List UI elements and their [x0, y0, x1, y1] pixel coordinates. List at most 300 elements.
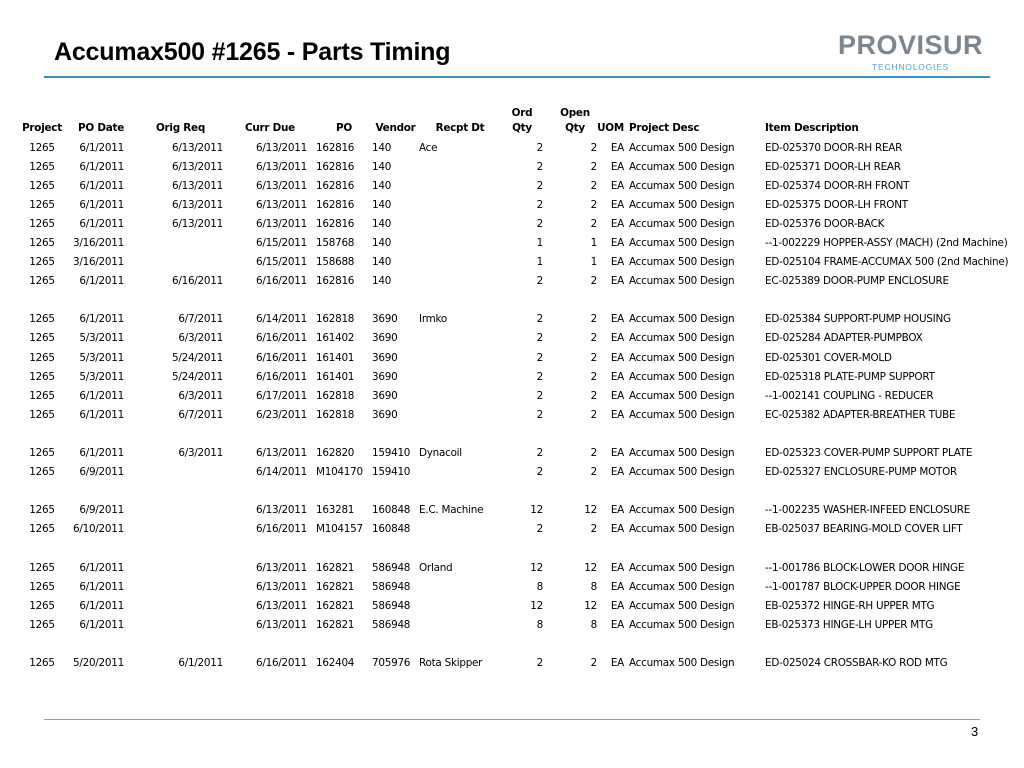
cell-po: 162816	[316, 275, 355, 288]
cell-item-description: ED-025375 DOOR-LH FRONT	[765, 198, 908, 211]
header-open-qty	[543, 106, 597, 138]
cell-curr-due: 6/13/2011	[255, 618, 307, 631]
cell-ord-qty: 2	[536, 351, 543, 364]
spacer-cell	[18, 634, 1008, 653]
cell-item-description: ED-025024 CROSSBAR-KO ROD MTG	[765, 657, 948, 670]
table-row	[18, 405, 1008, 424]
cell-po-date: 6/1/2011	[79, 141, 124, 154]
cell-po-date: 6/1/2011	[79, 561, 124, 574]
cell-orig-req: 6/3/2011	[178, 447, 223, 460]
cell-open-qty: 2	[590, 198, 597, 211]
cell-po: 158688	[316, 256, 355, 269]
cell-project-desc: Accumax 500 Design	[629, 313, 735, 326]
table-row	[18, 272, 1008, 291]
table-row	[18, 615, 1008, 634]
cell-project-desc: Accumax 500 Design	[629, 580, 735, 593]
table-row	[18, 596, 1008, 615]
cell-item-description: EC-025382 ADAPTER-BREATHER TUBE	[765, 408, 956, 421]
table-row	[18, 348, 1008, 367]
cell-po-date: 6/1/2011	[79, 217, 124, 230]
cell-project-desc: Accumax 500 Design	[629, 237, 735, 250]
cell-project: 1265	[29, 618, 55, 631]
cell-curr-due: 6/13/2011	[255, 599, 307, 612]
cell-open-qty: 2	[590, 332, 597, 345]
cell-open-qty: 2	[590, 217, 597, 230]
cell-item-description: --1-002235 WASHER-INFEED ENCLOSURE	[765, 504, 971, 517]
cell-open-qty: 12	[584, 599, 597, 612]
cell-item-description: ED-025376 DOOR-BACK	[765, 217, 885, 230]
cell-po: 162821	[316, 618, 355, 631]
cell-item-description: EB-025373 HINGE-LH UPPER MTG	[765, 618, 933, 631]
cell-orig-req	[124, 615, 223, 634]
cell-uom: EA	[610, 332, 624, 345]
cell-item-description: ED-025370 DOOR-RH REAR	[765, 141, 903, 154]
cell-vendor: 140	[372, 256, 392, 269]
cell-item-description: --1-001787 BLOCK-UPPER DOOR HINGE	[765, 580, 961, 593]
table-row	[18, 176, 1008, 195]
group-spacer	[18, 539, 1008, 558]
cell-recpt-dt	[419, 176, 501, 195]
cell-project-desc: Accumax 500 Design	[629, 504, 735, 517]
cell-ord-qty: 2	[536, 332, 543, 345]
header-vendor: Vendor	[375, 122, 416, 134]
cell-orig-req: 6/13/2011	[171, 198, 223, 211]
cell-vendor: 140	[372, 141, 392, 154]
cell-curr-due: 6/13/2011	[255, 179, 307, 192]
cell-item-description: --1-002141 COUPLING - REDUCER	[765, 389, 934, 402]
cell-recpt-dt	[419, 214, 501, 233]
cell-curr-due: 6/15/2011	[255, 237, 307, 250]
cell-open-qty: 1	[590, 237, 597, 250]
cell-ord-qty: 2	[536, 217, 543, 230]
cell-vendor: 160848	[372, 504, 411, 517]
cell-project-desc: Accumax 500 Design	[629, 217, 735, 230]
cell-curr-due: 6/16/2011	[255, 657, 307, 670]
cell-uom: EA	[610, 141, 624, 154]
cell-project: 1265	[29, 523, 55, 536]
header-uom: UOM	[597, 122, 624, 134]
cell-uom: EA	[610, 160, 624, 173]
cell-uom: EA	[610, 504, 624, 517]
table-body	[18, 138, 1008, 673]
cell-vendor: 140	[372, 160, 392, 173]
cell-project-desc: Accumax 500 Design	[629, 447, 735, 460]
cell-po: 161401	[316, 351, 355, 364]
group-spacer	[18, 482, 1008, 501]
cell-recpt-dt: Rota Skipper	[419, 657, 483, 670]
cell-open-qty: 2	[590, 160, 597, 173]
cell-vendor: 140	[372, 275, 392, 288]
cell-vendor: 140	[372, 179, 392, 192]
cell-project: 1265	[29, 313, 55, 326]
table-row	[18, 233, 1008, 252]
table-row	[18, 157, 1008, 176]
cell-uom: EA	[610, 370, 624, 383]
cell-project-desc: Accumax 500 Design	[629, 332, 735, 345]
cell-project-desc: Accumax 500 Design	[629, 466, 735, 479]
cell-item-description: EC-025389 DOOR-PUMP ENCLOSURE	[765, 275, 949, 288]
cell-recpt-dt	[419, 463, 501, 482]
cell-vendor: 160848	[372, 523, 411, 536]
cell-vendor: 3690	[372, 389, 398, 402]
footer-divider	[44, 719, 980, 720]
logo-wordmark: PROVISUR	[838, 30, 984, 60]
cell-recpt-dt: Orland	[419, 561, 453, 574]
table-row	[18, 386, 1008, 405]
cell-project: 1265	[29, 370, 55, 383]
cell-open-qty: 12	[584, 561, 597, 574]
spacer-cell	[18, 482, 1008, 501]
cell-curr-due: 6/14/2011	[255, 313, 307, 326]
page-title: Accumax500 #1265 - Parts Timing	[54, 38, 451, 66]
cell-project: 1265	[29, 217, 55, 230]
cell-recpt-dt	[419, 577, 501, 596]
table-row	[18, 463, 1008, 482]
cell-open-qty: 2	[590, 370, 597, 383]
spacer-cell	[18, 291, 1008, 310]
cell-item-description: ED-025327 ENCLOSURE-PUMP MOTOR	[765, 466, 958, 479]
cell-open-qty: 2	[590, 351, 597, 364]
table-header-row	[18, 106, 1008, 138]
cell-po-date: 6/9/2011	[79, 504, 124, 517]
cell-open-qty: 2	[590, 275, 597, 288]
cell-curr-due: 6/13/2011	[255, 447, 307, 460]
cell-uom: EA	[610, 447, 624, 460]
cell-project-desc: Accumax 500 Design	[629, 198, 735, 211]
cell-po: 162821	[316, 580, 355, 593]
cell-item-description: ED-025284 ADAPTER-PUMPBOX	[765, 332, 923, 345]
cell-po: 162816	[316, 217, 355, 230]
cell-orig-req: 5/24/2011	[171, 351, 223, 364]
cell-po: 162818	[316, 389, 355, 402]
cell-curr-due: 6/13/2011	[255, 141, 307, 154]
cell-vendor: 3690	[372, 370, 398, 383]
cell-project: 1265	[29, 580, 55, 593]
cell-recpt-dt: Dynacoil	[419, 447, 462, 460]
cell-ord-qty: 2	[536, 466, 543, 479]
cell-po-date: 6/10/2011	[72, 523, 124, 536]
cell-item-description: EB-025372 HINGE-RH UPPER MTG	[765, 599, 935, 612]
cell-uom: EA	[610, 466, 624, 479]
cell-po: 162816	[316, 160, 355, 173]
cell-recpt-dt	[419, 405, 501, 424]
cell-ord-qty: 2	[536, 389, 543, 402]
cell-vendor: 140	[372, 198, 392, 211]
cell-item-description: ED-025318 PLATE-PUMP SUPPORT	[765, 370, 935, 383]
cell-open-qty: 8	[590, 618, 597, 631]
cell-po-date: 6/1/2011	[79, 389, 124, 402]
cell-po-date: 5/3/2011	[79, 351, 124, 364]
cell-project-desc: Accumax 500 Design	[629, 256, 735, 269]
cell-open-qty: 2	[590, 141, 597, 154]
cell-project: 1265	[29, 237, 55, 250]
cell-project-desc: Accumax 500 Design	[629, 618, 735, 631]
cell-uom: EA	[610, 237, 624, 250]
cell-project-desc: Accumax 500 Design	[629, 351, 735, 364]
table-row	[18, 558, 1008, 577]
cell-po: 162404	[316, 657, 355, 670]
cell-vendor: 586948	[372, 580, 411, 593]
header-ord-qty	[501, 106, 543, 138]
cell-open-qty: 2	[590, 523, 597, 536]
cell-project-desc: Accumax 500 Design	[629, 160, 735, 173]
table-row	[18, 501, 1008, 520]
cell-po: 162816	[316, 198, 355, 211]
cell-ord-qty: 2	[536, 179, 543, 192]
cell-uom: EA	[610, 256, 624, 269]
cell-vendor: 3690	[372, 313, 398, 326]
cell-vendor: 3690	[372, 408, 398, 421]
cell-vendor: 159410	[372, 466, 411, 479]
cell-recpt-dt	[419, 348, 501, 367]
cell-po: 162820	[316, 447, 355, 460]
cell-uom: EA	[610, 408, 624, 421]
cell-project: 1265	[29, 657, 55, 670]
cell-item-description: ED-025374 DOOR-RH FRONT	[765, 179, 910, 192]
cell-uom: EA	[610, 198, 624, 211]
cell-orig-req	[124, 520, 223, 539]
cell-ord-qty: 2	[536, 408, 543, 421]
cell-project: 1265	[29, 599, 55, 612]
cell-po: 163281	[316, 504, 355, 517]
cell-ord-qty: 1	[536, 237, 543, 250]
cell-ord-qty: 2	[536, 275, 543, 288]
cell-orig-req	[124, 253, 223, 272]
cell-project: 1265	[29, 466, 55, 479]
cell-project: 1265	[29, 561, 55, 574]
cell-item-description: --1-001786 BLOCK-LOWER DOOR HINGE	[765, 561, 965, 574]
cell-recpt-dt: Irmko	[419, 313, 448, 326]
cell-ord-qty: 2	[536, 657, 543, 670]
header-project: Project	[22, 122, 62, 134]
cell-vendor: 705976	[372, 657, 411, 670]
cell-orig-req: 5/24/2011	[171, 370, 223, 383]
cell-vendor: 3690	[372, 351, 398, 364]
cell-open-qty: 2	[590, 313, 597, 326]
cell-orig-req	[124, 233, 223, 252]
cell-ord-qty: 2	[536, 370, 543, 383]
cell-po-date: 6/1/2011	[79, 618, 124, 631]
cell-project-desc: Accumax 500 Design	[629, 599, 735, 612]
cell-orig-req	[124, 463, 223, 482]
cell-po: 162816	[316, 179, 355, 192]
table-row	[18, 214, 1008, 233]
cell-ord-qty: 12	[530, 561, 543, 574]
cell-curr-due: 6/13/2011	[255, 580, 307, 593]
title-divider	[44, 76, 990, 78]
cell-vendor: 140	[372, 217, 392, 230]
cell-uom: EA	[610, 523, 624, 536]
cell-orig-req: 6/3/2011	[178, 332, 223, 345]
cell-orig-req	[124, 577, 223, 596]
cell-open-qty: 2	[590, 447, 597, 460]
cell-curr-due: 6/13/2011	[255, 217, 307, 230]
cell-po: 162818	[316, 408, 355, 421]
table-row	[18, 253, 1008, 272]
cell-recpt-dt	[419, 520, 501, 539]
cell-vendor: 586948	[372, 599, 411, 612]
header-open-line2: Qty	[565, 122, 585, 134]
parts-timing-table	[18, 106, 1008, 673]
cell-ord-qty: 1	[536, 256, 543, 269]
cell-project: 1265	[29, 275, 55, 288]
cell-open-qty: 2	[590, 179, 597, 192]
cell-project: 1265	[29, 389, 55, 402]
cell-project-desc: Accumax 500 Design	[629, 141, 735, 154]
cell-project-desc: Accumax 500 Design	[629, 370, 735, 383]
cell-recpt-dt	[419, 253, 501, 272]
cell-po-date: 6/9/2011	[79, 466, 124, 479]
cell-uom: EA	[610, 179, 624, 192]
cell-orig-req: 6/1/2011	[178, 657, 223, 670]
logo-subtitle: TECHNOLOGIES	[872, 62, 950, 72]
table-row	[18, 310, 1008, 329]
cell-ord-qty: 2	[536, 523, 543, 536]
cell-open-qty: 2	[590, 389, 597, 402]
cell-curr-due: 6/16/2011	[255, 523, 307, 536]
cell-orig-req	[124, 558, 223, 577]
cell-project: 1265	[29, 447, 55, 460]
cell-ord-qty: 2	[536, 141, 543, 154]
cell-open-qty: 12	[584, 504, 597, 517]
table-row	[18, 329, 1008, 348]
cell-uom: EA	[610, 580, 624, 593]
cell-po-date: 6/1/2011	[79, 275, 124, 288]
cell-curr-due: 6/13/2011	[255, 160, 307, 173]
cell-recpt-dt: E.C. Machine	[419, 504, 484, 517]
cell-po-date: 6/1/2011	[79, 599, 124, 612]
table-row	[18, 577, 1008, 596]
cell-po-date: 6/1/2011	[79, 179, 124, 192]
cell-curr-due: 6/16/2011	[255, 351, 307, 364]
table-row	[18, 444, 1008, 463]
cell-item-description: ED-025301 COVER-MOLD	[765, 351, 892, 364]
cell-project-desc: Accumax 500 Design	[629, 275, 735, 288]
header-ord-line2: Qty	[512, 122, 532, 134]
cell-project-desc: Accumax 500 Design	[629, 389, 735, 402]
cell-open-qty: 8	[590, 580, 597, 593]
cell-recpt-dt	[419, 329, 501, 348]
cell-orig-req	[124, 501, 223, 520]
cell-uom: EA	[610, 657, 624, 670]
cell-po-date: 3/16/2011	[72, 237, 124, 250]
cell-project: 1265	[29, 504, 55, 517]
cell-po: 162816	[316, 141, 355, 154]
provisur-logo	[838, 30, 988, 76]
cell-project: 1265	[29, 141, 55, 154]
cell-item-description: EB-025037 BEARING-MOLD COVER LIFT	[765, 523, 963, 536]
cell-item-description: --1-002229 HOPPER-ASSY (MACH) (2nd Machine)	[765, 237, 1008, 250]
cell-curr-due: 6/17/2011	[255, 389, 307, 402]
cell-uom: EA	[610, 275, 624, 288]
cell-project-desc: Accumax 500 Design	[629, 523, 735, 536]
cell-open-qty: 2	[590, 657, 597, 670]
cell-item-description: ED-025384 SUPPORT-PUMP HOUSING	[765, 313, 951, 326]
header-curr-due: Curr Due	[245, 122, 295, 134]
cell-po-date: 6/1/2011	[79, 408, 124, 421]
cell-item-description: ED-025371 DOOR-LH REAR	[765, 160, 901, 173]
header-item-description: Item Description	[765, 122, 859, 134]
spacer-cell	[18, 424, 1008, 443]
table-row	[18, 138, 1008, 157]
cell-po: 162821	[316, 599, 355, 612]
cell-ord-qty: 8	[536, 618, 543, 631]
cell-open-qty: 2	[590, 408, 597, 421]
cell-curr-due: 6/13/2011	[255, 504, 307, 517]
header-po-date: PO Date	[78, 122, 124, 134]
cell-po: M104157	[316, 523, 363, 536]
cell-recpt-dt	[419, 272, 501, 291]
cell-project-desc: Accumax 500 Design	[629, 657, 735, 670]
cell-curr-due: 6/15/2011	[255, 256, 307, 269]
cell-project: 1265	[29, 179, 55, 192]
table-row	[18, 520, 1008, 539]
cell-vendor: 586948	[372, 618, 411, 631]
cell-item-description: ED-025104 FRAME-ACCUMAX 500 (2nd Machine)	[765, 256, 1009, 269]
cell-project-desc: Accumax 500 Design	[629, 408, 735, 421]
cell-po-date: 6/1/2011	[79, 313, 124, 326]
cell-ord-qty: 2	[536, 160, 543, 173]
cell-project: 1265	[29, 256, 55, 269]
cell-recpt-dt	[419, 233, 501, 252]
cell-vendor: 159410	[372, 447, 411, 460]
cell-recpt-dt	[419, 367, 501, 386]
cell-orig-req: 6/13/2011	[171, 179, 223, 192]
cell-po-date: 6/1/2011	[79, 580, 124, 593]
cell-po-date: 3/16/2011	[72, 256, 124, 269]
cell-po: 162821	[316, 561, 355, 574]
cell-po-date: 6/1/2011	[79, 198, 124, 211]
cell-curr-due: 6/16/2011	[255, 332, 307, 345]
cell-ord-qty: 12	[530, 599, 543, 612]
cell-recpt-dt: Ace	[419, 141, 438, 154]
cell-vendor: 3690	[372, 332, 398, 345]
table-row	[18, 367, 1008, 386]
cell-uom: EA	[610, 618, 624, 631]
header-po: PO	[336, 122, 352, 134]
cell-ord-qty: 12	[530, 504, 543, 517]
group-spacer	[18, 424, 1008, 443]
cell-orig-req: 6/16/2011	[171, 275, 223, 288]
cell-po: 161402	[316, 332, 355, 345]
cell-curr-due: 6/13/2011	[255, 198, 307, 211]
cell-uom: EA	[610, 561, 624, 574]
cell-ord-qty: 2	[536, 313, 543, 326]
cell-vendor: 586948	[372, 561, 411, 574]
cell-project-desc: Accumax 500 Design	[629, 179, 735, 192]
cell-recpt-dt	[419, 195, 501, 214]
cell-curr-due: 6/16/2011	[255, 275, 307, 288]
cell-uom: EA	[610, 599, 624, 612]
cell-orig-req: 6/13/2011	[171, 217, 223, 230]
cell-po: M104170	[316, 466, 363, 479]
cell-ord-qty: 2	[536, 198, 543, 211]
cell-vendor: 140	[372, 237, 392, 250]
cell-item-description: ED-025323 COVER-PUMP SUPPORT PLATE	[765, 447, 973, 460]
header-recpt-dt: Recpt Dt	[435, 122, 485, 134]
cell-uom: EA	[610, 389, 624, 402]
group-spacer	[18, 634, 1008, 653]
cell-recpt-dt	[419, 157, 501, 176]
cell-project: 1265	[29, 408, 55, 421]
cell-orig-req: 6/13/2011	[171, 141, 223, 154]
cell-open-qty: 1	[590, 256, 597, 269]
cell-ord-qty: 2	[536, 447, 543, 460]
cell-uom: EA	[610, 351, 624, 364]
cell-curr-due: 6/23/2011	[255, 408, 307, 421]
cell-curr-due: 6/13/2011	[255, 561, 307, 574]
cell-curr-due: 6/16/2011	[255, 370, 307, 383]
